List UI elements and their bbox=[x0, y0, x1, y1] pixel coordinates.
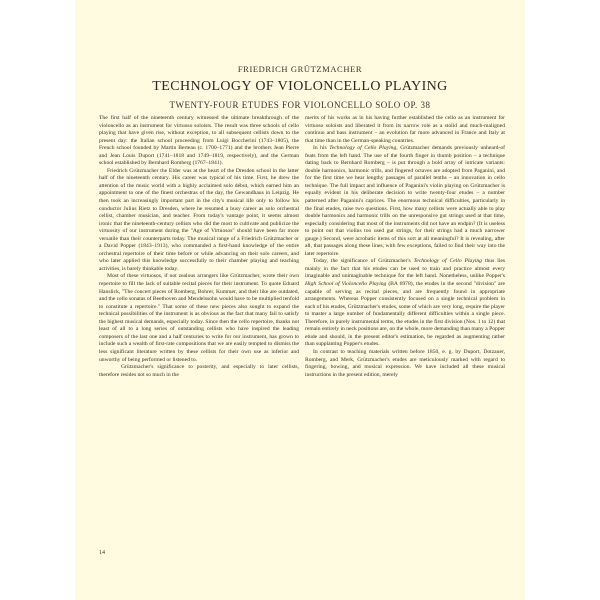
document-page bbox=[75, 0, 525, 600]
paragraph: Most of these virtuosos, if not zealous arrangers like Grützmacher, wrote their own repertoire to fill the lack of suitable recital pieces for their instrument. To quote Eduard Hanslick, "The concert pieces of Romberg, Bohrer, Kummer, and their like are outdated, and the cello sonatas of Beethoven and Mendelssohn would have to be multiplied tenfold to constitute a repertoire." That some of these new pieces also sought to expand the technical possibilities of the instrument is as obvious as the fact that many fail to satisfy the highest musical demands, especially today. Since then the cello repertoire, thanks not least of all to a long series of outstanding cellists who have inspired the leading composers of the last one and a half centuries to write for our instrument, has grown to include such a wealth of first-rate compositions that we are easily tempted to dismiss the less significant literature written by these cellists for their own use as inferior and unworthy of being performed or listened to. bbox=[99, 273, 299, 363]
text-run: In his bbox=[313, 145, 330, 152]
work-subtitle: TWENTY-FOUR ETUDES FOR VIOLONCELLO SOLO OP. 38 bbox=[169, 100, 431, 110]
paragraph bbox=[305, 258, 505, 349]
paragraph: merits of his works as in his having further established the cello as an instrument for virtuoso soloists and liberated it from its narrow role as a stolid and much-maligned continuo and bass instrument – an evolution far more advanced in France and Italy at that time than in the German-speaking countries. bbox=[305, 115, 505, 144]
paragraph: Friedrich Grützmacher the Elder was at the heart of the Dresden school in the latter half of the nineteenth century. His career was typical of his time. First, he drew the attention of the music world with a highly acclaimed solo début, which earned him an appointment to one of the finest orchestras of the day, the Gewandhaus in Leipzig. He then took an increasingly important part in the city's musical life only to follow his conductor Julius Rietz to Dresden, where he resumed a busy career as solo orchestral cellist, chamber musician, and teacher. From today's vantage point, it seems almost ironic that the nineteenth-century cellists who did the most to cultivate and publicize the virtuosity of our instrument during the "Age of Virtuosos" should have been far more versatile than their counterparts today. The musical range of a Friedrich Grützmacher or a David Popper (1843–1913), who commanded a first-hand knowledge of the entire orchestral repertoire of their time before or while advancing on their solo careers, and who later applied this knowledge successfully to their chamber playing and teaching activities, is barely thinkable today. bbox=[99, 167, 299, 272]
left-text-column bbox=[99, 115, 299, 379]
paragraph: In contrast to teaching materials written before 1850, e. g. by Duport, Dotzauer, Romberg, and Merk, Grützmacher's etudes are meticulously marked with regard to fingering, bowing, and musical expression. We have included all these musical instructions in the present edition, merely bbox=[305, 348, 505, 378]
text-run: thus lies mainly in the fact that his etudes can be used to train and practice almost every imaginable and unimaginable technique for the left hand. Nonetheless, unlike Popper's bbox=[305, 258, 505, 280]
right-text-column bbox=[305, 115, 505, 379]
composer-name: FRIEDRICH GRÜTZMACHER bbox=[237, 64, 363, 74]
italic-title: High School of Violoncello Playing bbox=[305, 281, 387, 288]
text-run: , Grützmacher demands previously unheard-of feats from the left hand. The use of the fourth finger in thumb position – a technique dating back to Bernhard Romberg – is put through a bold array of intricate variants: double harmonics, harmonic trills, and fingered octaves are adopted from Paganini, and for the first time we hear lengthy passages of parallel tenths – an innovation in cello technique. The full impact and influence of Paganini's violin playing on Grützmacher is equally evident in his deliberate decision to write twenty-four etudes – a number patterned after Paganini's caprices. The enormous technical difficulties, particularly in the final etudes, raise two questions. First, how many cellists were actually able to play double harmonics and harmonic trills on the unresponsive gut strings used at that time, especially considering that most of the instruments did not have an endpin? (It is useless to point out that violins too used gut strings, for their strings had a much narrower gauge.) Second, were acrobatic items of this sort at all meaningful? It is revealing, after all, that passages along these lines, with few exceptions, failed to find their way into the later repertoire. bbox=[305, 145, 505, 257]
italic-title: Technology of Cello Playing bbox=[329, 145, 397, 152]
paragraph bbox=[305, 145, 505, 258]
page-header bbox=[75, 64, 525, 111]
paragraph: The first half of the nineteenth century witnessed the ultimate breakthrough of the violoncello as an instrument for virtuoso soloists. The result was three schools of cello playing that have given rise, without exception, to all subsequent cellists down to the present day: the Italian school proceeding from Luigi Boccherini (1743–1805), the French school founded by Martin Berteau (c. 1700–1771) and the brothers Jean Pierre and Jean Louis Duport (1741–1818 and 1749–1819, respectively), and the German school established by Bernhard Romberg (1767–1841). bbox=[99, 115, 299, 167]
paragraph: Grützmacher's significance to posterity, and especially to later cellists, therefore resides not so much in the bbox=[99, 364, 299, 378]
page-number: 14 bbox=[99, 550, 105, 556]
text-run: Today, the significance of Grützmacher's bbox=[313, 258, 414, 265]
text-run: (BA 6978), the etudes in the second "division" are capable of serving as recital pieces, and are frequently found in appropriate arrangements. Whereas Popper consistently focused on a single technical problem in each of his etudes, Grützmacher's etudes, some of which are very long, require the player to master a large number of fundamentally different difficulties within a single piece. Therefore, in purely instrumental terms, the etudes in the first division (Nos. 1 to 12) that remain entirely in neck positions are, on the whole, more demanding than many a Popper etude and should, in the present editor's estimation, be regarded as augmenting rather than supplanting Popper's etudes. bbox=[305, 281, 505, 348]
italic-title: Technology of Cello Playing bbox=[413, 258, 482, 265]
work-title: TECHNOLOGY OF VIOLONCELLO PLAYING bbox=[152, 79, 448, 94]
